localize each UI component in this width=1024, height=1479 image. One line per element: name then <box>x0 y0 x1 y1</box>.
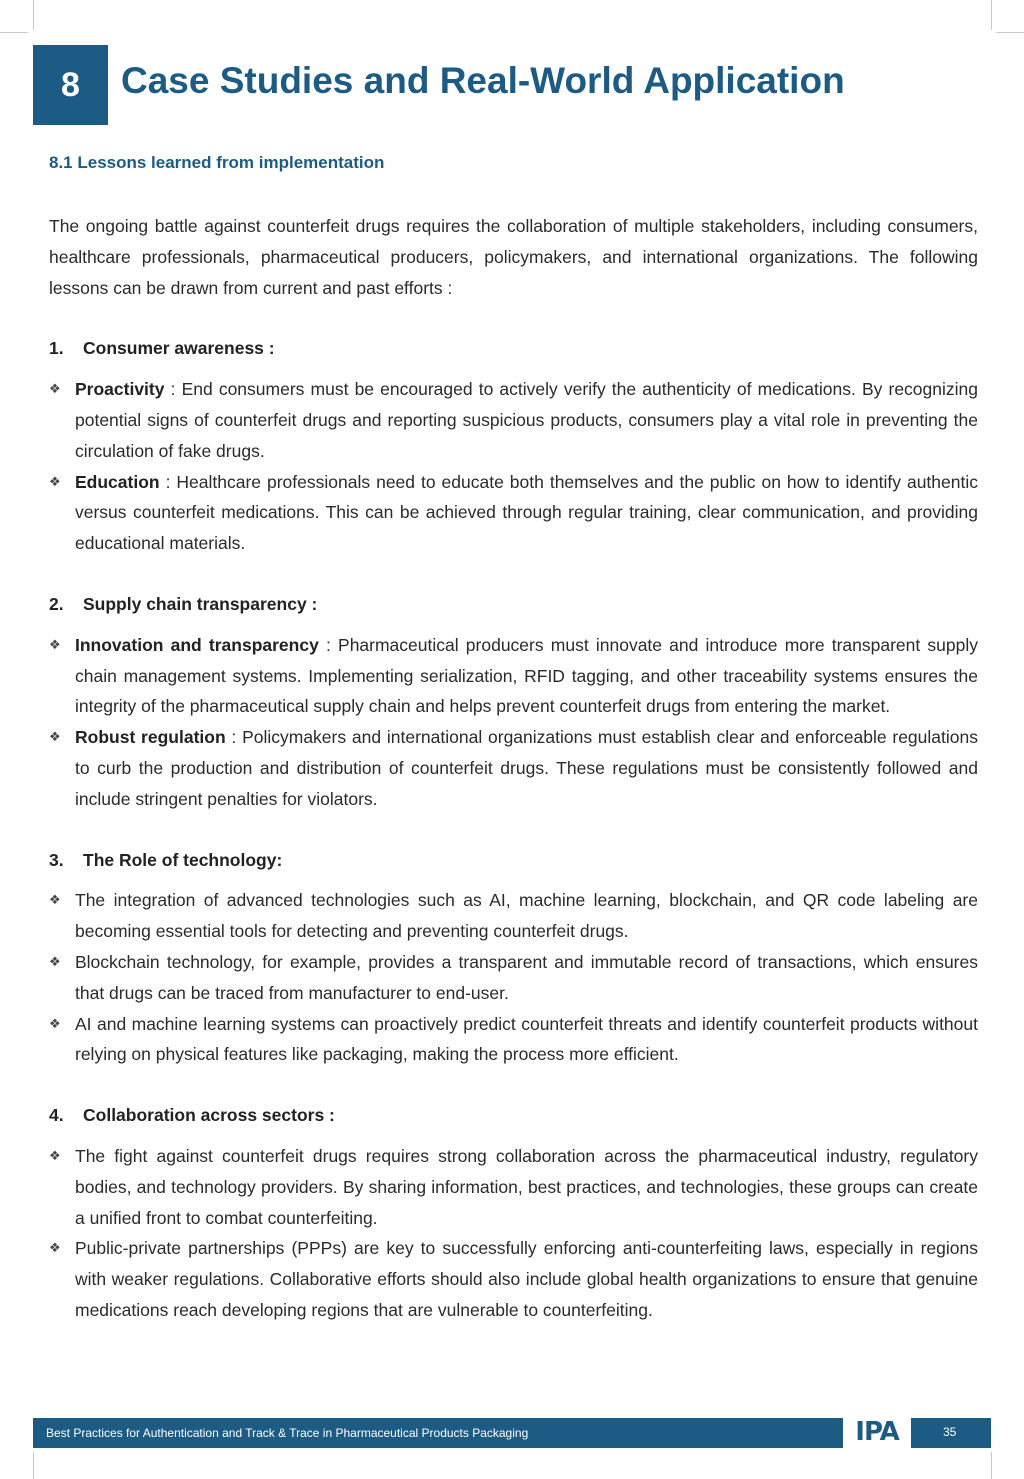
lesson-number: 4. <box>49 1105 64 1126</box>
bullet-list <box>49 1141 978 1326</box>
bullet-text: : Healthcare professionals need to educate both themselves and the public on how to identify authentic versus counterfeit medications. This can be achieved through regular training, clear communication, and providing educational materials. <box>75 471 978 554</box>
list-item <box>49 1141 978 1233</box>
lesson-heading <box>49 845 978 876</box>
lesson-heading <box>49 1100 978 1131</box>
content <box>49 211 978 1326</box>
lesson-title: Consumer awareness : <box>83 338 275 359</box>
crop-mark <box>33 1452 34 1479</box>
list-item <box>49 374 978 466</box>
logo-text: IPA <box>855 1417 899 1447</box>
list-item <box>49 947 978 1009</box>
list-item <box>49 1009 978 1071</box>
intro-paragraph: The ongoing battle against counterfeit drugs requires the collaboration of multiple stakeholders, including consumers, healthcare professionals, pharmaceutical producers, policymakers, and international organizations. The following lessons can be drawn from current and past efforts : <box>49 216 978 298</box>
footer-bar <box>33 1418 991 1448</box>
section-title: 8.1 Lessons learned from implementation <box>49 153 385 172</box>
four-diamond-bullet-icon: ❖ <box>49 1147 61 1163</box>
bullet-text: AI and machine learning systems can proactively predict counterfeit threats and identify counterfeit products without relying on physical features like packaging, making the process more efficient. <box>75 1013 978 1065</box>
lesson <box>49 333 978 559</box>
list-item <box>49 885 978 947</box>
four-diamond-bullet-icon: ❖ <box>49 381 61 397</box>
four-diamond-bullet-icon: ❖ <box>49 473 61 489</box>
chapter-title: Case Studies and Real-World Application <box>121 60 845 101</box>
lesson-number: 1. <box>49 338 64 359</box>
ipa-logo-icon <box>843 1416 911 1448</box>
bullet-term: Proactivity <box>75 379 165 400</box>
lesson <box>49 845 978 1071</box>
bullet-text: Blockchain technology, for example, provides a transparent and immutable record of transactions, which ensures that drugs can be traced from manufacturer to end-user. <box>75 951 978 1003</box>
bullet-text: Public-private partnerships (PPPs) are key to successfully enforcing anti-counterfeiting laws, especially in regions with weaker regulations. Collaborative efforts should also include global health organizations to ensure that genuine medications reach developing regions that are vulnerable to counterfeiting. <box>75 1238 978 1320</box>
bullet-list <box>49 885 978 1070</box>
lesson <box>49 1100 978 1326</box>
list-item <box>49 1233 978 1325</box>
lesson <box>49 589 978 815</box>
bullet-text: The fight against counterfeit drugs requires strong collaboration across the pharmaceutical industry, regulatory bodies, and technology providers. By sharing information, best practices, and technologies, these groups can create a unified front to combat counterfeiting. <box>75 1145 978 1228</box>
crop-mark <box>0 32 28 33</box>
four-diamond-bullet-icon: ❖ <box>49 1015 61 1031</box>
four-diamond-bullet-icon: ❖ <box>49 892 61 908</box>
crop-mark <box>991 0 992 30</box>
bullet-term: Education <box>75 471 160 492</box>
bullet-text: : Policymakers and international organizations must establish clear and enforceable regulations to curb the production and distribution of counterfeit drugs. These regulations must be consistently followed and include stringent penalties for violators. <box>75 727 978 809</box>
bullet-list <box>49 630 978 815</box>
bullet-term: Robust regulation <box>75 727 226 748</box>
lesson-number: 3. <box>49 849 64 870</box>
crop-mark <box>33 0 34 30</box>
lesson-title: The Role of technology: <box>83 849 283 870</box>
list-item <box>49 722 978 814</box>
lesson-heading <box>49 333 978 364</box>
list-item <box>49 630 978 722</box>
chapter-number: 8 <box>33 45 108 125</box>
footer-text: Best Practices for Authentication and Track & Trace in Pharmaceutical Products Packaging <box>46 1426 529 1440</box>
four-diamond-bullet-icon: ❖ <box>49 1240 61 1256</box>
bullet-text: The integration of advanced technologies such as AI, machine learning, blockchain, and QR code labeling are becoming essential tools for detecting and preventing counterfeit drugs. <box>75 890 978 942</box>
four-diamond-bullet-icon: ❖ <box>49 636 61 652</box>
lesson-heading <box>49 589 978 620</box>
lesson-number: 2. <box>49 593 64 614</box>
bullet-term: Innovation and transparency <box>75 634 319 655</box>
bullet-text: : Pharmaceutical producers must innovate and introduce more transparent supply chain management systems. Implementing serialization, RFID tagging, and other traceability systems ensures the integrity of the pharmaceutical supply chain and helps prevent counterfeit drugs from entering the market. <box>75 634 979 717</box>
crop-mark <box>996 32 1024 33</box>
crop-mark <box>991 1452 992 1479</box>
four-diamond-bullet-icon: ❖ <box>49 953 61 969</box>
lesson-title: Collaboration across sectors : <box>83 1105 335 1126</box>
page-number: 35 <box>943 1425 957 1439</box>
bullet-list <box>49 374 978 559</box>
list-item <box>49 467 978 559</box>
bullet-text: : End consumers must be encouraged to actively verify the authenticity of medications. By recognizing potential signs of counterfeit drugs and reporting suspicious products, consumers play a vital role in preventing the circulation of fake drugs. <box>75 379 978 461</box>
four-diamond-bullet-icon: ❖ <box>49 729 61 745</box>
lesson-title: Supply chain transparency : <box>83 593 318 614</box>
